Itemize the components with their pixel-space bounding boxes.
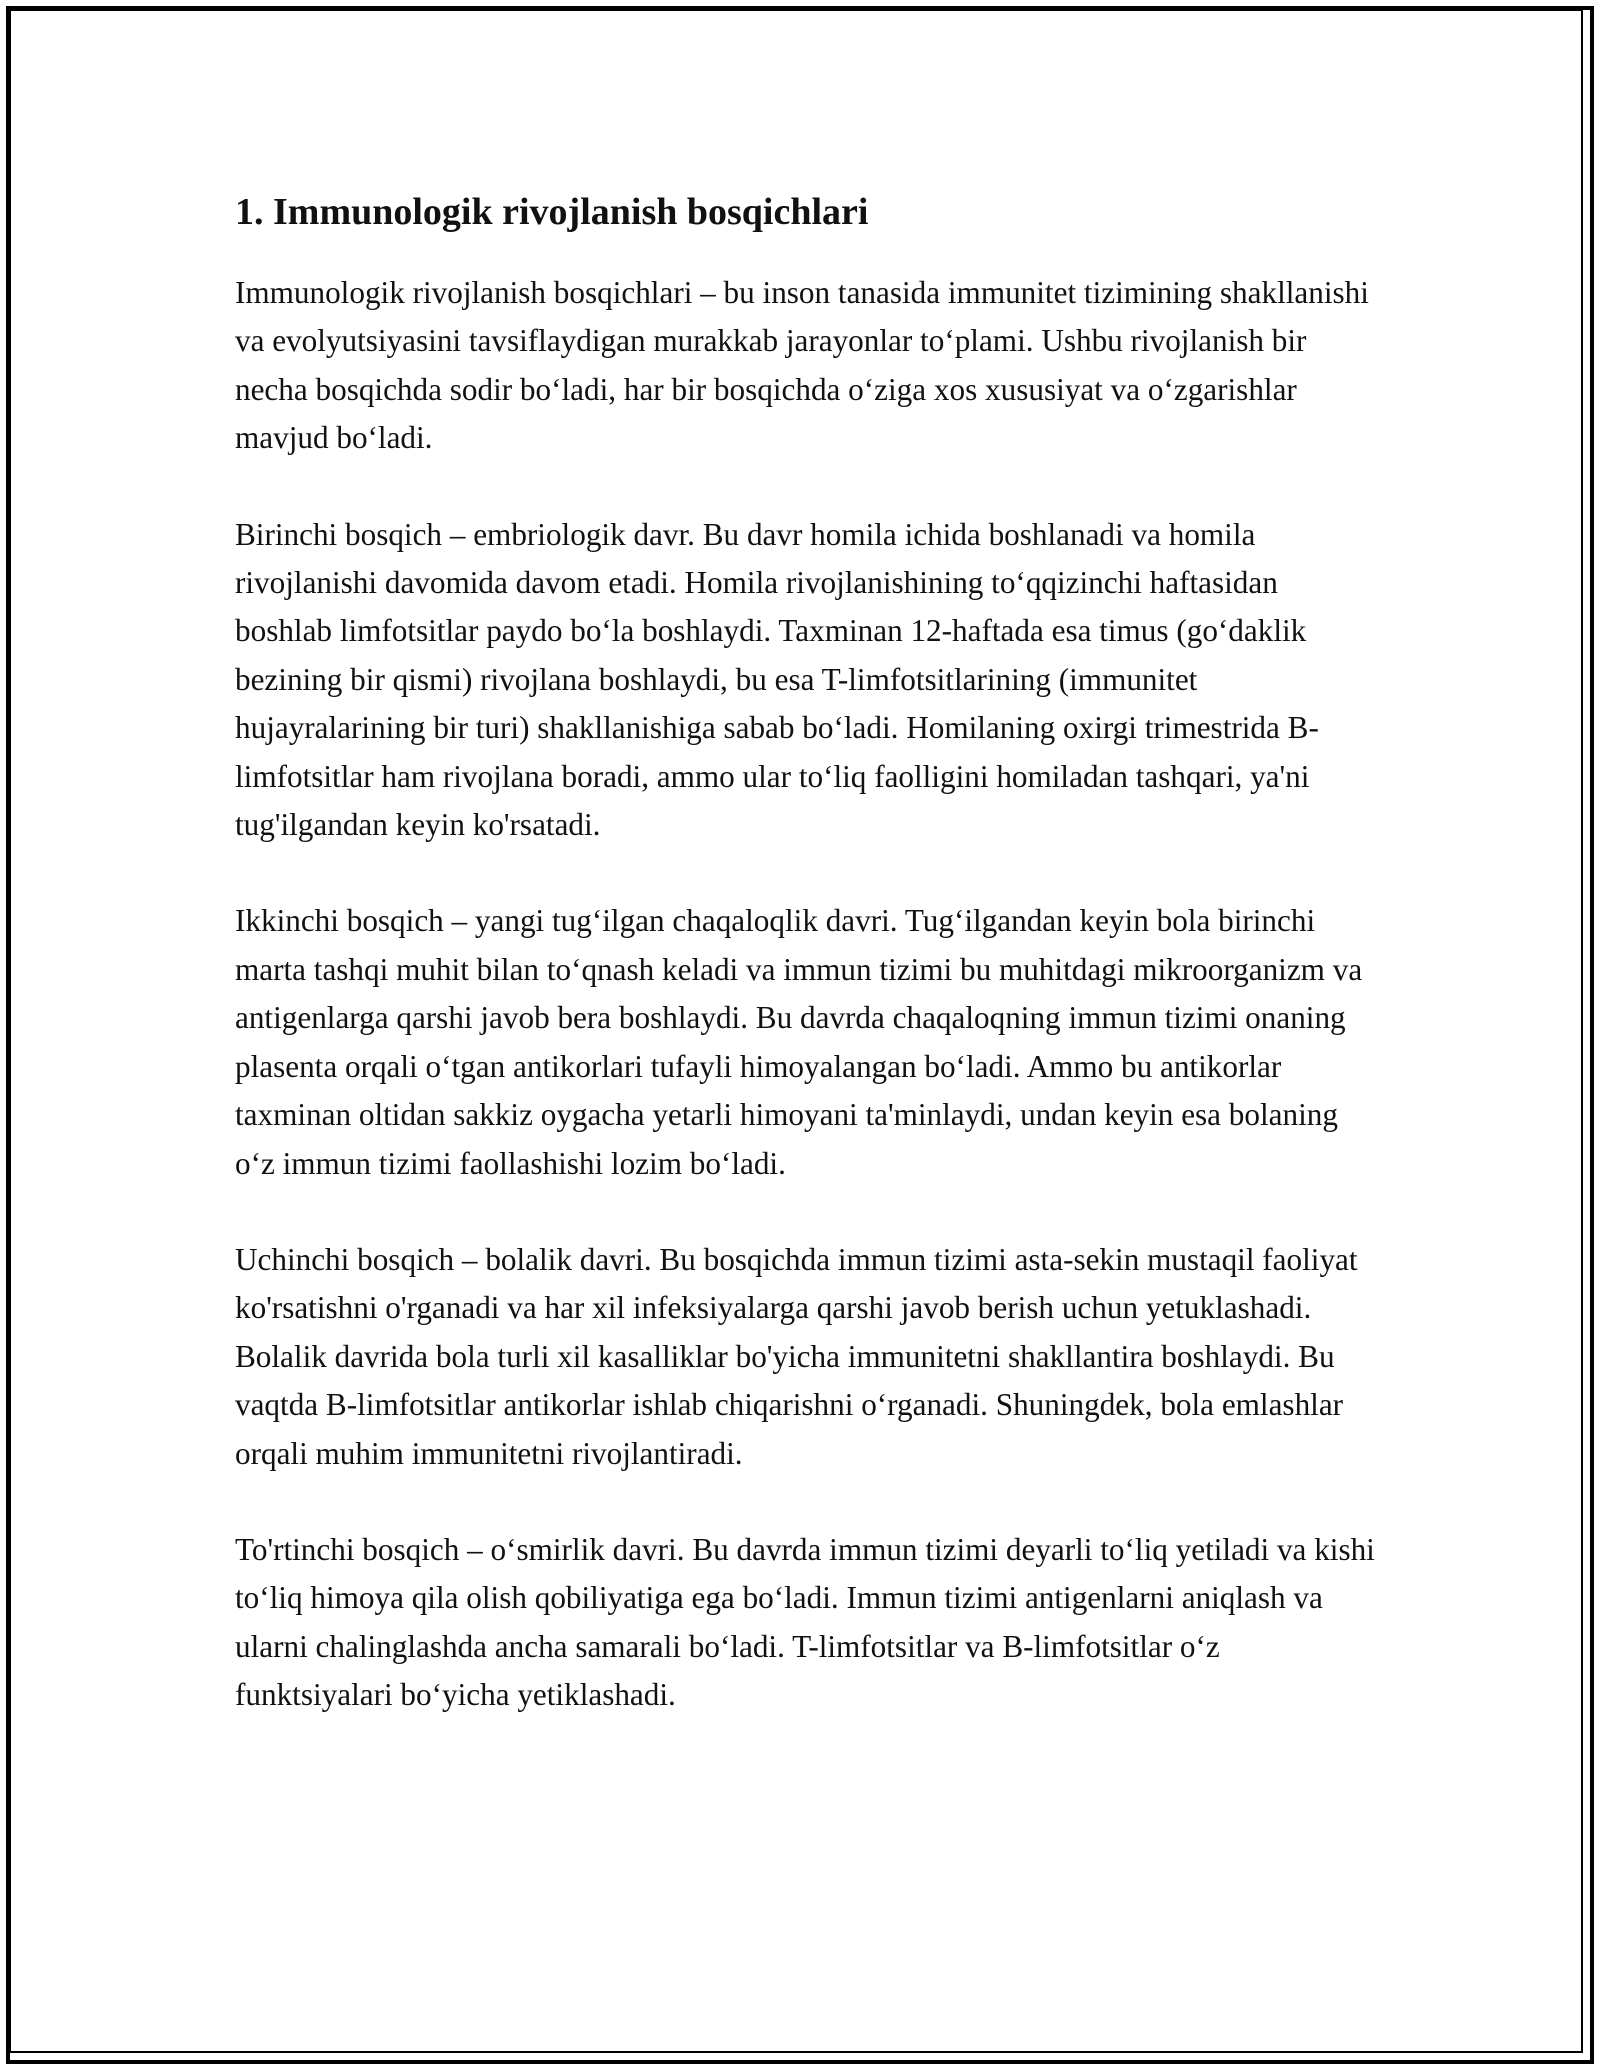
paragraph-stage-4: To'rtinchi bosqich – o‘smirlik davri. Bu davrda immun tizimi deyarli to‘liq yetiladi va kishi to‘liq himoya qila olish qobiliyatiga ega bo‘ladi. Immun tizimi antigenlarni aniqlash va ularni chalinglashda ancha samarali bo‘ladi. T-limfotsitlar va B-limfotsitlar o‘z funktsiyalari bo‘yicha yetiklashadi. xyxy=(235,1531,1375,1713)
document-body xyxy=(235,187,1375,1768)
paragraph-intro: Immunologik rivojlanish bosqichlari – bu inson tanasida immunitet tizimining shakllanishi va evolyutsiyasini tavsiflaydigan murakkab jarayonlar to‘plami. Ushbu rivojlanish bir necha bosqichda sodir bo‘ladi, har bir bosqichda o‘ziga xos xususiyat va o‘zgarishlar mavjud bo‘ladi. xyxy=(235,275,1369,456)
paragraph-stage-1: Birinchi bosqich – embriologik davr. Bu davr homila ichida boshlanadi va homila rivojlanishi davomida davom etadi. Homila rivojlanishining to‘qqizinchi haftasidan boshlab limfotsitlar paydo bo‘la boshlaydi. Taxminan 12-haftada esa timus (go‘daklik bezining bir qismi) rivojlana boshlaydi, bu esa T-limfotsitlarining (immunitet hujayralarining bir turi) shakllanishiga sabab bo‘ladi. Homilaning oxirgi trimestrida B-limfotsitlar ham rivojlana boradi, ammo ular to‘liq faolligini homiladan tashqari, ya'ni tug'ilgandan keyin ko'rsatadi. xyxy=(235,516,1319,843)
section-heading: 1. Immunologik rivojlanish bosqichlari xyxy=(235,191,869,233)
paragraph-stage-3: Uchinchi bosqich – bolalik davri. Bu bosqichda immun tizimi asta-sekin mustaqil faoliyat ko'rsatishni o'rganadi va har xil infeksiyalarga qarshi javob berish uchun yetuklashadi. Bolalik davrida bola turli xil kasalliklar bo'yicha immunitetni shakllantira boshlaydi. Bu vaqtda B-limfotsitlar antikorlar ishlab chiqarishni o‘rganadi. Shuningdek, bola emlashlar orqali muhim immunitetni rivojlantiradi. xyxy=(235,1241,1358,1471)
paragraph-stage-2: Ikkinchi bosqich – yangi tug‘ilgan chaqaloqlik davri. Tug‘ilgandan keyin bola birinchi marta tashqi muhit bilan to‘qnash keladi va immun tizimi bu muhitdagi mikroorganizm va antigenlarga qarshi javob bera boshlaydi. Bu davrda chaqaloqning immun tizimi onaning plasenta orqali o‘tgan antikorlari tufayli himoyalangan bo‘ladi. Ammo bu antikorlar taxminan oltidan sakkiz oygacha yetarli himoyani ta'minlaydi, undan keyin esa bolaning o‘z immun tizimi faollashishi lozim bo‘ladi. xyxy=(235,903,1363,1181)
